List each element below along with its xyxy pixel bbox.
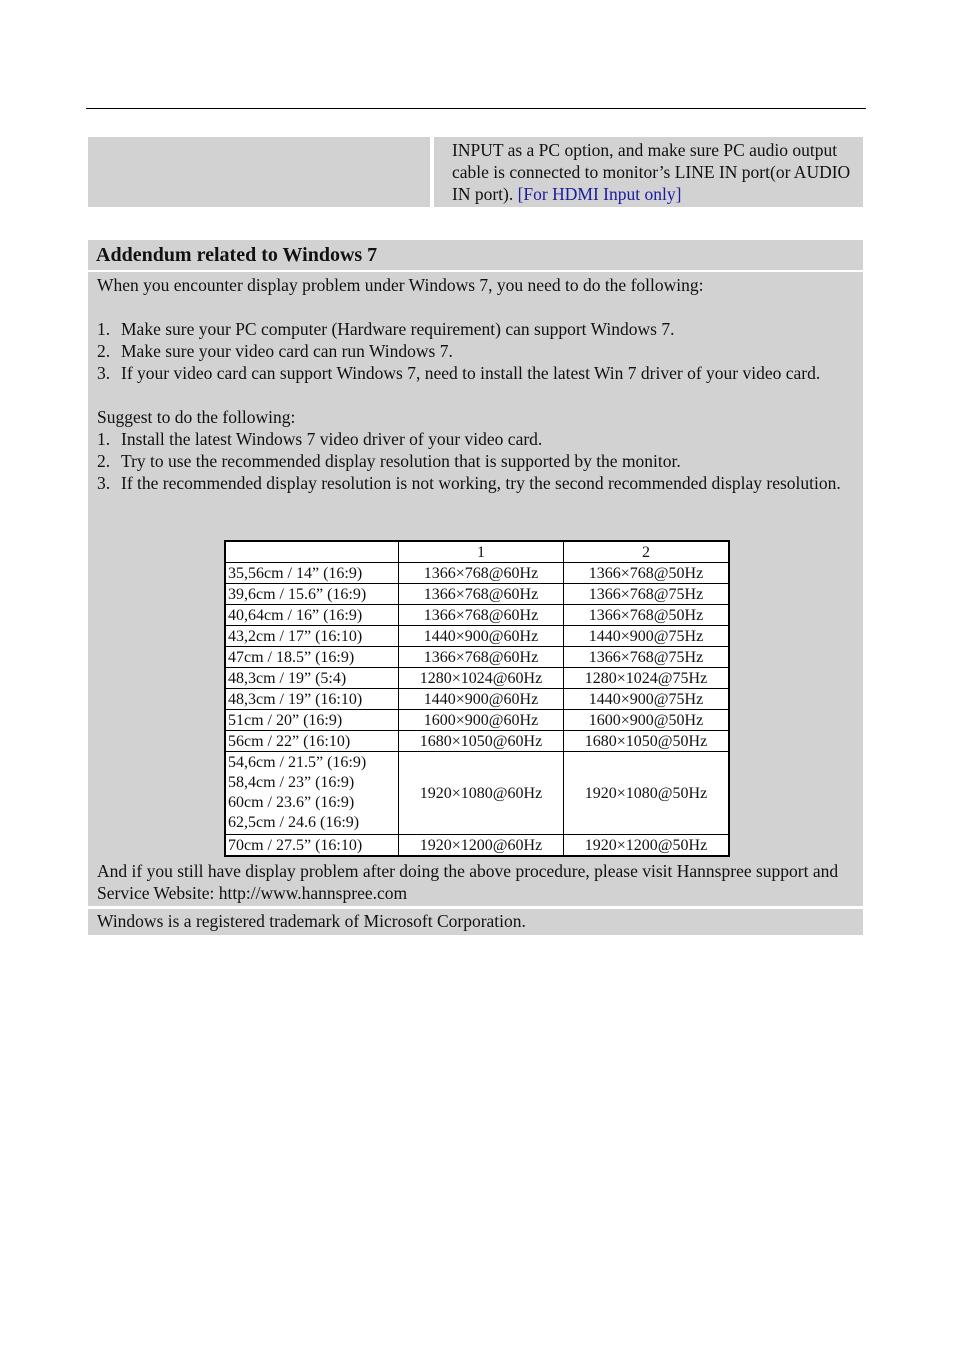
trademark-notice: Windows is a registered trademark of Microsoft Corporation. <box>88 909 863 935</box>
table-row: 56cm / 22” (16:10) 1680×1050@60Hz 1680×1050@50Hz <box>225 731 729 752</box>
list-item: 3. If the recommended display resolution is not working, try the second recommended display resolution. <box>97 473 841 493</box>
list-item: 2. Make sure your video card can run Windows 7. <box>97 341 453 361</box>
list-item: 1. Make sure your PC computer (Hardware requirement) can support Windows 7. <box>97 319 675 339</box>
hdmi-only-note: [For HDMI Input only] <box>517 184 682 204</box>
table-row: 35,56cm / 14” (16:9) 1366×768@60Hz 1366×768@50Hz <box>225 563 729 584</box>
resolution-table <box>224 540 730 857</box>
table-row: 48,3cm / 19” (16:10) 1440×900@60Hz 1440×900@75Hz <box>225 689 729 710</box>
list-item: 2. Try to use the recommended display resolution that is supported by the monitor. <box>97 451 681 471</box>
table-row: 70cm / 27.5” (16:10) 1920×1200@60Hz 1920×1200@50Hz <box>225 835 729 857</box>
list-item: 3. If your video card can support Windows 7, need to install the latest Win 7 driver of your video card. <box>97 363 821 383</box>
addendum-title: Addendum related to Windows 7 <box>88 240 863 270</box>
table-header-row: 1 2 <box>225 541 729 563</box>
table-row: 51cm / 20” (16:9) 1600×900@60Hz 1600×900@50Hz <box>225 710 729 731</box>
table-row: 48,3cm / 19” (5:4) 1280×1024@60Hz 1280×1024@75Hz <box>225 668 729 689</box>
addendum-body <box>88 272 863 906</box>
top-table-left-cell <box>88 137 430 207</box>
list-item: 1. Install the latest Windows 7 video driver of your video card. <box>97 429 543 449</box>
table-row: 39,6cm / 15.6” (16:9) 1366×768@60Hz 1366×768@75Hz <box>225 584 729 605</box>
header-rule <box>86 108 866 109</box>
addendum-intro: When you encounter display problem under Windows 7, you need to do the following: <box>97 275 704 295</box>
table-row: 40,64cm / 16” (16:9) 1366×768@60Hz 1366×768@50Hz <box>225 605 729 626</box>
table-row: 47cm / 18.5” (16:9) 1366×768@60Hz 1366×768@75Hz <box>225 647 729 668</box>
suggest-heading: Suggest to do the following: <box>97 407 296 427</box>
resolution-table-wrapper <box>224 540 730 857</box>
suggestion-steps <box>97 428 855 494</box>
top-table-right-cell <box>434 137 863 207</box>
closing-paragraph: And if you still have display problem after doing the above procedure, please visit Hannspree support and Service Website: http://www.hannspree.com <box>97 861 839 903</box>
table-row-multi: 54,6cm / 21.5” (16:9) 58,4cm / 23” (16:9) 60cm / 23.6” (16:9) 62,5cm / 24.6 (16:9) 1920×1080@60Hz 1920×1080@50Hz <box>225 752 729 835</box>
requirement-steps <box>97 318 855 384</box>
table-row: 43,2cm / 17” (16:10) 1440×900@60Hz 1440×900@75Hz <box>225 626 729 647</box>
audio-instruction-text: INPUT as a PC option, and make sure PC audio output cable is connected to monitor’s LINE IN port(or AUDIO IN port). <box>452 140 851 204</box>
